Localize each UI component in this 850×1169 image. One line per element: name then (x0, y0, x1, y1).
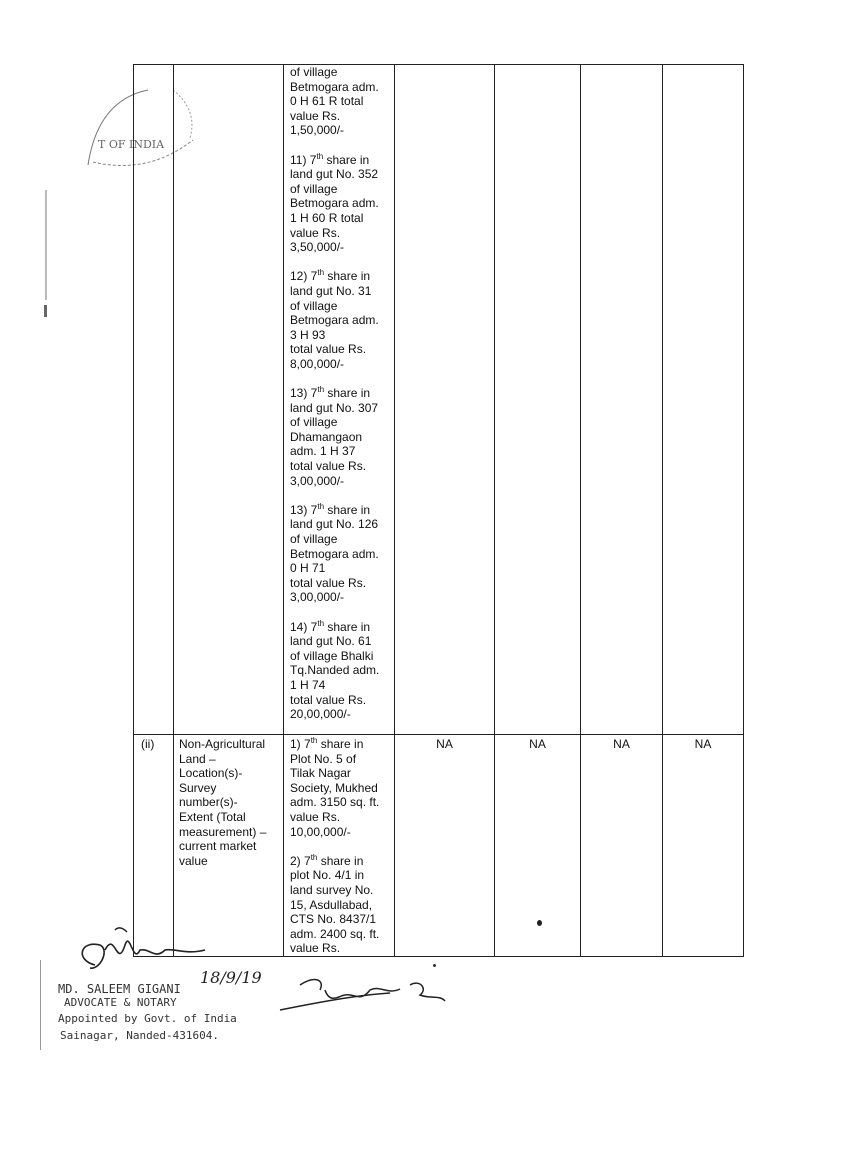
entry-line: of village (290, 415, 338, 430)
entry-line: land survey No. (290, 882, 374, 897)
notary-appointment: Appointed by Govt. of India (58, 1012, 237, 1025)
entry-line: Betmogara adm. (290, 546, 379, 561)
entry-line: total value Rs. (290, 692, 367, 707)
entry-heading: 12) 7th share in (290, 268, 371, 284)
entry-line: of village (290, 532, 338, 546)
entry-line: total value Rs. (290, 459, 367, 474)
entry-line: of village Bhalki (290, 648, 374, 663)
entry-line: 15, Asdullabad, (290, 897, 373, 912)
notary-title: ADVOCATE & NOTARY (64, 996, 177, 1009)
description-line: value (179, 853, 208, 868)
entry-line: 1 H 60 R total (290, 210, 364, 225)
entry-line: 1,50,000/- (290, 123, 345, 138)
description-line: measurement) – (179, 824, 267, 839)
land-entry (290, 153, 388, 255)
entry-heading: 2) 7th share in (290, 852, 364, 868)
left-edge-mark (44, 305, 47, 317)
description-line: Location(s)- (179, 766, 243, 781)
land-entry (290, 65, 388, 138)
left-margin-line (40, 960, 41, 1050)
land-entry (290, 269, 388, 371)
entry-line: value Rs. (290, 809, 341, 824)
entry-heading: 11) 7th share in (290, 151, 370, 167)
entry-line: total value Rs. (290, 342, 367, 357)
entry-heading: 14) 7th share in (290, 618, 371, 634)
entry-line: 10,00,000/- (290, 824, 351, 839)
entry-line: land gut No. 352 (290, 167, 379, 182)
left-edge-mark (45, 190, 47, 300)
notary-name: MD. SALEEM GIGANI (58, 982, 181, 996)
entry-heading: 13) 7th share in (290, 501, 371, 517)
entry-line: Tq.Nanded adm. (290, 663, 380, 678)
entry-line: 3,50,000/- (290, 240, 345, 255)
col7-value: NA (694, 737, 712, 751)
entry-line: land gut No. 31 (290, 283, 372, 298)
entry-line: 3,00,000/- (290, 473, 345, 488)
description-line: Non-Agricultural (179, 737, 266, 751)
asset-table (133, 64, 744, 957)
land-entry (290, 503, 388, 605)
entry-line: Society, Mukhed (290, 780, 378, 795)
land-entry (290, 386, 388, 488)
second-signature (270, 965, 470, 1025)
entry-line: 0 H 61 R total (290, 94, 364, 109)
entry-line: 3,00,000/- (290, 590, 345, 605)
agricultural-land-entries (290, 65, 388, 736)
entry-line: Plot No. 5 of (290, 751, 357, 766)
ink-dot (537, 920, 542, 926)
description-line: current market (179, 839, 257, 854)
entry-line: Dhamangaon (290, 429, 363, 444)
entry-line: Betmogara adm. (290, 196, 379, 211)
entry-line: CTS No. 8437/1 (290, 912, 377, 927)
entry-line: Betmogara adm. (290, 313, 379, 328)
description-line: Land – (179, 751, 216, 766)
col5-value: NA (529, 737, 546, 751)
entry-line: 1 H 74 (290, 677, 326, 692)
col4-value: NA (436, 737, 453, 751)
entry-line: Tilak Nagar (290, 766, 351, 781)
entry-line: adm. 2400 sq. ft. (290, 926, 380, 941)
entry-line: of village (290, 298, 338, 313)
plot-entry (290, 737, 388, 839)
description-line: Survey (179, 780, 217, 795)
entry-line: plot No. 4/1 in (290, 868, 365, 883)
description-line: Extent (Total (179, 809, 246, 824)
entry-line: land gut No. 61 (290, 634, 372, 649)
entry-line: of village (290, 65, 338, 79)
entry-line: adm. 1 H 37 (290, 444, 356, 459)
plot-entry (290, 854, 388, 956)
row-description (179, 737, 279, 868)
col6-value: NA (613, 737, 630, 751)
entry-line: value Rs. (290, 225, 341, 240)
entry-line: total value Rs. (290, 575, 367, 590)
entry-line: 3 H 93 (290, 327, 326, 342)
entry-heading: 13) 7th share in (290, 385, 371, 401)
entry-line: adm. 3150 sq. ft. (290, 795, 380, 810)
entry-line: 20,00,000/- (290, 707, 351, 722)
seal-text: T OF INDIA (98, 138, 165, 151)
entry-line: 8,00,000/- (290, 356, 345, 371)
entry-line: value Rs. (290, 108, 341, 123)
row-serial: (ii) (141, 737, 155, 751)
land-entry (290, 620, 388, 722)
entry-line: of village (290, 181, 338, 196)
entry-line: land gut No. 307 (290, 400, 379, 415)
description-line: number(s)- (179, 795, 238, 810)
entry-line: land gut No. 126 (290, 517, 379, 532)
ink-dot (433, 964, 436, 967)
notary-date: 18/9/19 (200, 968, 262, 987)
entry-line: Betmogara adm. (290, 79, 379, 94)
notary-address: Sainagar, Nanded-431604. (60, 1029, 219, 1042)
non-agricultural-entries (290, 737, 388, 971)
entry-line: 0 H 71 (290, 561, 326, 576)
entry-line: value Rs. (290, 941, 341, 956)
entry-heading: 1) 7th share in (290, 736, 364, 751)
